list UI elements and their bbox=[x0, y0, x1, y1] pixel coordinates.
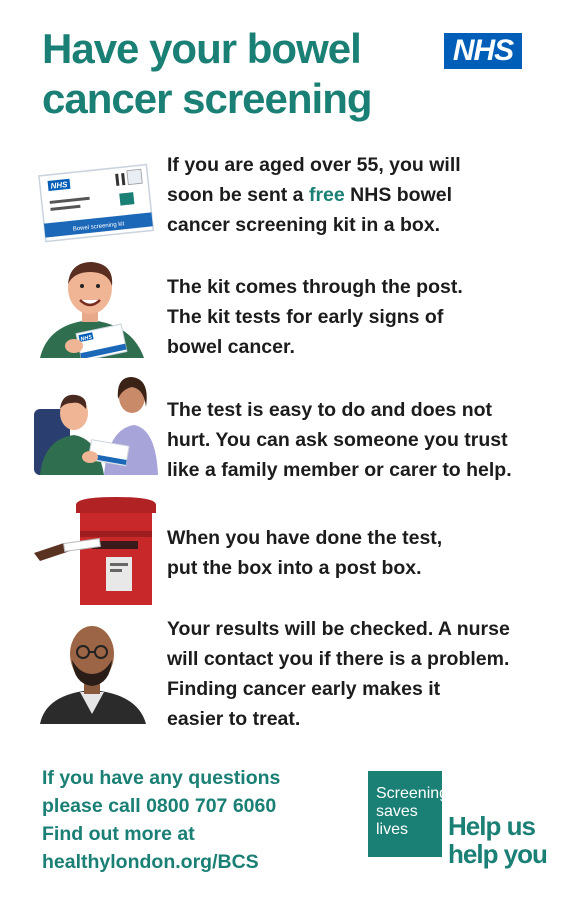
campaign-box-line-1: Screening bbox=[376, 785, 449, 802]
nurse-man-icon bbox=[34, 618, 160, 724]
free-highlight: free bbox=[308, 184, 345, 206]
section-5-line-3: Finding cancer early makes it bbox=[167, 678, 441, 700]
section-3-text bbox=[167, 395, 557, 485]
section-easy-test bbox=[0, 395, 562, 495]
tagline-line-1: Help us bbox=[448, 811, 535, 841]
nhs-logo: NHS bbox=[444, 33, 522, 69]
screening-kit-box-icon bbox=[34, 156, 160, 248]
section-2-line-1: The kit comes through the post. bbox=[167, 276, 463, 298]
section-3-line-2: hurt. You can ask someone you trust bbox=[167, 429, 508, 451]
title-line-2: cancer screening bbox=[42, 75, 372, 122]
kit-brand-label: NHS bbox=[80, 334, 93, 343]
contact-info bbox=[42, 764, 342, 876]
section-results bbox=[0, 614, 562, 744]
section-2-line-2: The kit tests for early signs of bbox=[167, 306, 444, 328]
contact-line-3: Find out more at bbox=[42, 823, 195, 845]
kit-brand-label: NHS bbox=[50, 180, 68, 191]
section-3-line-1: The test is easy to do and does not bbox=[167, 399, 493, 421]
section-3-line-3: like a family member or carer to help. bbox=[167, 459, 512, 481]
contact-website-link[interactable]: healthylondon.org/BCS bbox=[42, 851, 259, 873]
contact-line-1: If you have any questions bbox=[42, 767, 281, 789]
section-1-text bbox=[167, 150, 557, 240]
section-4-line-1: When you have done the test, bbox=[167, 527, 443, 549]
campaign-box-line-2: saves bbox=[376, 803, 418, 820]
post-box-icon bbox=[34, 495, 160, 605]
section-1-line-3: cancer screening kit in a box. bbox=[167, 214, 441, 236]
section-5-text bbox=[167, 614, 557, 734]
section-5-line-2: will contact you if there is a problem. bbox=[167, 648, 510, 670]
section-post-box bbox=[0, 523, 562, 623]
page-title bbox=[42, 24, 422, 124]
section-kit-post bbox=[0, 272, 562, 372]
section-2-text bbox=[167, 272, 557, 362]
title-line-1: Have your bowel bbox=[42, 25, 361, 72]
section-1-line-2: soon be sent a free NHS bowel bbox=[167, 184, 452, 206]
screening-saves-lives-logo bbox=[368, 771, 449, 857]
section-2-line-3: bowel cancer. bbox=[167, 336, 295, 358]
campaign-box-line-3: lives bbox=[376, 821, 409, 838]
section-5-line-1: Your results will be checked. A nurse bbox=[167, 618, 510, 640]
section-4-line-2: put the box into a post box. bbox=[167, 557, 422, 579]
section-4-text bbox=[167, 523, 557, 583]
section-1-line-1: If you are aged over 55, you will bbox=[167, 154, 461, 176]
man-holding-kit-icon bbox=[34, 258, 160, 358]
carer-helping-icon bbox=[34, 373, 160, 475]
contact-phone: please call 0800 707 6060 bbox=[42, 795, 277, 817]
section-kit-arrives bbox=[0, 150, 562, 250]
campaign-tagline bbox=[448, 812, 547, 868]
kit-name-label: Bowel screening kit bbox=[72, 221, 125, 233]
section-5-line-4: easier to treat. bbox=[167, 708, 301, 730]
tagline-line-2: help you bbox=[448, 839, 547, 869]
